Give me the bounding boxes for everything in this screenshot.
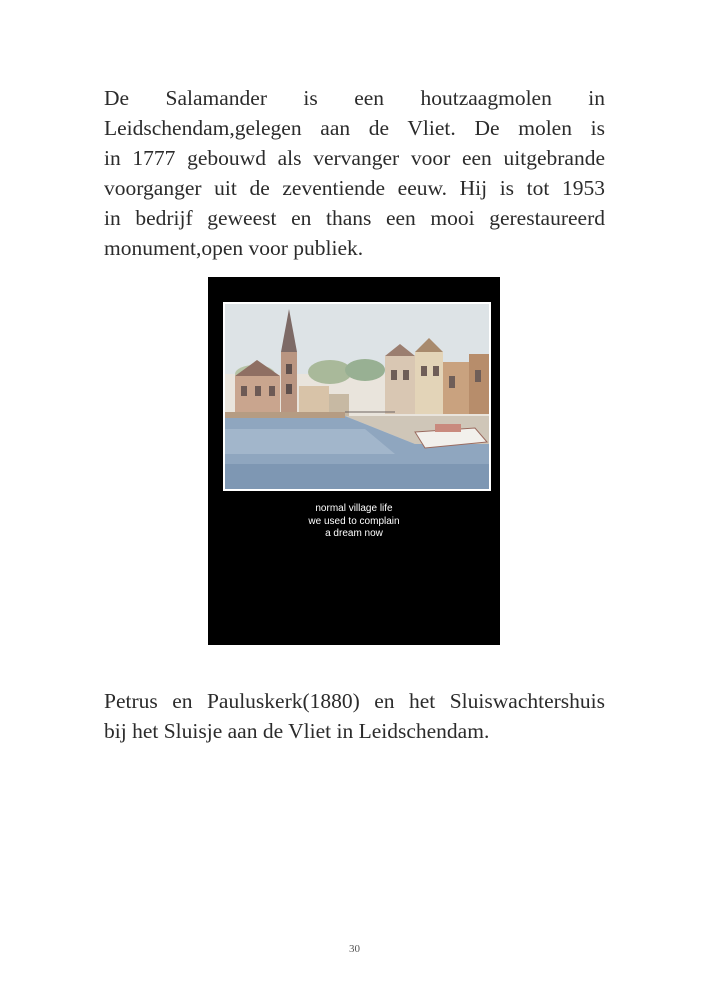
page-number: 30 <box>349 943 360 955</box>
intro-paragraph <box>104 83 605 263</box>
paragraph-line: De Salamander is een houtzaagmolen in <box>104 86 605 110</box>
haiku-line: normal village life <box>315 503 393 514</box>
caption-paragraph <box>104 686 605 746</box>
paragraph-line: bij het Sluisje aan de Vliet in Leidschendam. <box>104 719 490 743</box>
paragraph-line: Leidschendam,gelegen aan de Vliet. De molen is <box>104 116 605 140</box>
haiku-line: a dream now <box>325 528 383 539</box>
paragraph-line: monument,open voor publiek. <box>104 236 364 260</box>
paragraph-line: Petrus en Pauluskerk(1880) en het Sluiswachtershuis <box>104 689 605 713</box>
haiku-line: we used to complain <box>308 515 400 527</box>
haiku-caption <box>208 503 500 541</box>
paragraph-line: in 1777 gebouwd als vervanger voor een uitgebrande <box>104 146 605 170</box>
paragraph-line: in bedrijf geweest en thans een mooi gerestaureerd <box>104 206 605 230</box>
paragraph-line: voorganger uit de zeventiende eeuw. Hij is tot 1953 <box>104 176 605 200</box>
village-painting-image <box>223 302 491 491</box>
painting-card <box>208 277 500 645</box>
